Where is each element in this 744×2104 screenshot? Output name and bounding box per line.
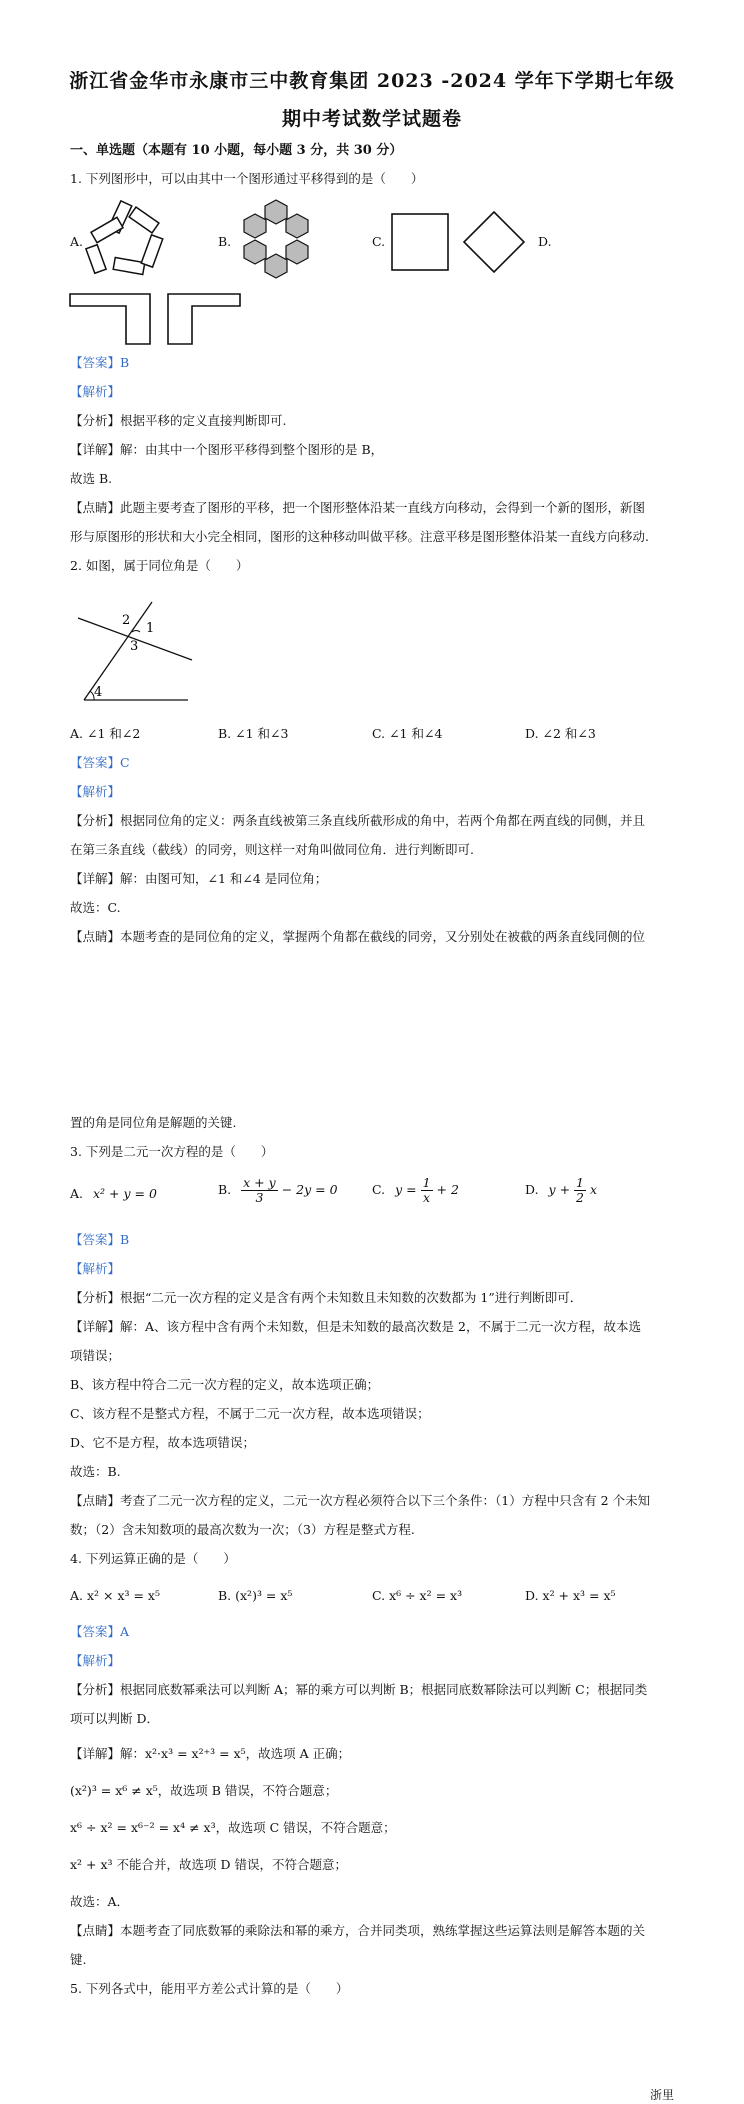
q3-fenxi: 【分析】根据“二元一次方程的定义是含有两个未知数且未知数的次数都为 1”进行判断即可． (70, 1290, 583, 1305)
q1-fenxi: 【分析】根据平移的定义直接判断即可. (70, 413, 287, 428)
q1-figure-a (86, 200, 166, 278)
q3-option-d-label: D. (525, 1182, 539, 1197)
q3-option-c (372, 1176, 459, 1205)
q4-detail-d: x² + x³ 不能合并，故选项 D 错误，不符合题意； (70, 1857, 347, 1872)
q4-xiangjie: 【详解】解：x²·x³ = x²⁺³ = x⁵，故选项 A 正确； (70, 1746, 351, 1761)
q3-guxuan: 故选：B. (70, 1464, 121, 1479)
q2-dianjing-1: 【点睛】本题考查的是同位角的定义，掌握两个角都在截线的同旁，又分别处在被截的两条直线同侧的位 (70, 929, 646, 944)
q2-angle-label-1: 1 (146, 621, 155, 636)
q4-guxuan: 故选：A． (70, 1894, 130, 1909)
q3-option-c-rest: + 2 (436, 1182, 459, 1197)
q3-stem: 3. 下列是二元一次方程的是（ ） (70, 1144, 274, 1159)
q1-a-bar (141, 235, 163, 267)
q3-xiangjie-1: 【详解】解：A、该方程中含有两个未知数，但是未知数的最高次数是 2，不属于二元一次方程，故本选 (70, 1319, 641, 1334)
q4-dianjing-2: 键. (70, 1952, 87, 1967)
q3-option-b-fraction (241, 1176, 278, 1205)
q3-detail-c: C、该方程不是整式方程，不属于二元一次方程，故本选项错误； (70, 1406, 430, 1421)
q4-answer: 【答案】A (70, 1624, 130, 1639)
q2-option-d: D. ∠2 和∠3 (525, 726, 596, 741)
q1-option-d-label: D. (538, 234, 552, 249)
q2-guxuan: 故选：C. (70, 900, 121, 915)
q3-option-c-label: C. (372, 1182, 386, 1197)
q2-option-c: C. ∠1 和∠4 (372, 726, 443, 741)
q1-d-shape-right (168, 294, 240, 344)
q3-detail-d: D、它不是方程，故本选项错误； (70, 1435, 256, 1450)
q3-answer: 【答案】B (70, 1232, 130, 1247)
q4-option-b: B. (x²)³ = x⁵ (218, 1588, 293, 1603)
q3-option-a-expr: x² + y = 0 (93, 1186, 157, 1201)
q1-stem: 1. 下列图形中，可以由其中一个图形通过平移得到的是（ ） (70, 171, 424, 186)
exam-title-line1: 浙江省金华市永康市三中教育集团 2023 -2024 学年下学期七年级 (69, 70, 675, 92)
q3-option-d-numerator: 1 (576, 1175, 584, 1190)
q1-figure-b (236, 198, 316, 282)
q3-dianjing-2: 数；（2）含未知数项的最高次数为一次；（3）方程是整式方程. (70, 1522, 415, 1537)
q1-b-hexagon (286, 214, 308, 238)
q1-a-bar (91, 217, 123, 242)
exam-title-line2: 期中考试数学试题卷 (281, 108, 462, 130)
q3-option-c-denominator: x (423, 1190, 431, 1205)
q1-b-hexagon (286, 240, 308, 264)
q1-figure-c (390, 210, 530, 274)
q3-option-b-label: B. (218, 1182, 232, 1197)
q4-analysis-tag: 【解析】 (70, 1653, 121, 1668)
q2-stem: 2. 如图，属于同位角是（ ） (70, 558, 249, 573)
q2-option-b: B. ∠1 和∠3 (218, 726, 289, 741)
q4-fenxi-1: 【分析】根据同底数幂乘法可以判断 A；幂的乘方可以判断 B；根据同底数幂除法可以判断 C；根据同类 (70, 1682, 648, 1697)
q1-b-hexagon (265, 200, 287, 224)
q4-dianjing-1: 【点睛】本题考查了同底数幂的乘除法和幂的乘方，合并同类项，熟练掌握这些运算法则是解答本题的关 (70, 1923, 646, 1938)
q1-b-hexagon (244, 240, 266, 264)
q3-option-d-rest: x (589, 1182, 598, 1197)
q2-figure (70, 596, 200, 704)
q1-c-diamond (464, 212, 524, 272)
q3-xiangjie-2: 项错误； (70, 1348, 121, 1363)
q2-fenxi-1: 【分析】根据同位角的定义：两条直线被第三条直线所截形成的角中，若两个角都在两直线的同侧，并且 (70, 813, 646, 828)
q1-analysis-tag: 【解析】 (70, 384, 121, 399)
q1-dianjing-2: 形与原图形的形状和大小完全相同，图形的这种移动叫做平移。注意平移是图形整体沿某一直线方向移动. (70, 529, 649, 544)
q1-d-shape-left (70, 294, 150, 344)
q1-xiangjie: 【详解】解：由其中一个图形平移得到整个图形的是 B， (70, 442, 384, 457)
q1-figure-d (68, 292, 258, 348)
q3-option-c-numerator: 1 (422, 1175, 431, 1190)
q2-analysis-tag: 【解析】 (70, 784, 121, 799)
q2-dianjing-2: 置的角是同位角是解题的关键. (70, 1115, 237, 1130)
q3-option-b (218, 1176, 338, 1205)
q3-dianjing-1: 【点睛】考查了二元一次方程的定义，二元一次方程必须符合以下三个条件：（1）方程中只含有 2 个未知 (70, 1493, 651, 1508)
q4-option-c: C. x⁶ ÷ x² = x³ (372, 1588, 463, 1603)
q3-option-b-rest: − 2y = 0 (281, 1182, 338, 1197)
q1-option-a-label: A. (70, 234, 84, 249)
q1-a-bar (113, 257, 145, 274)
q3-option-a-label: A. (70, 1186, 84, 1201)
q1-option-b-label: B. (218, 234, 232, 249)
q3-detail-b: B、该方程中符合二元一次方程的定义，故本选项正确； (70, 1377, 380, 1392)
q2-xiangjie: 【详解】解：由图可知，∠1 和∠4 是同位角； (70, 871, 328, 886)
q3-option-b-denominator: 3 (255, 1190, 264, 1205)
q3-option-b-numerator: x + y (243, 1175, 276, 1190)
q1-a-bar (129, 207, 159, 233)
q1-option-c-label: C. (372, 234, 386, 249)
q4-fenxi-2: 项可以判断 D． (70, 1711, 159, 1726)
q2-angle-label-4: 4 (94, 685, 103, 700)
q3-option-c-fraction (421, 1176, 433, 1205)
q2-fenxi-2: 在第三条直线（截线）的同旁，则这样一对角叫做同位角．进行判断即可. (70, 842, 474, 857)
q3-analysis-tag: 【解析】 (70, 1261, 121, 1276)
q1-guxuan: 故选 B. (70, 471, 113, 486)
q2-option-a: A. ∠1 和∠2 (70, 726, 141, 741)
q3-option-d-denominator: 2 (576, 1190, 584, 1205)
q4-detail-b: (x²)³ = x⁶ ≠ x⁵，故选项 B 错误，不符合题意； (70, 1783, 338, 1798)
q3-option-d-fraction (574, 1176, 586, 1205)
q2-answer: 【答案】C (70, 755, 130, 770)
q3-option-c-pre: y = (395, 1182, 417, 1197)
q1-b-hexagon (265, 254, 287, 278)
q3-option-a (70, 1186, 157, 1201)
q4-option-a: A. x² × x³ = x⁵ (70, 1588, 160, 1603)
q1-dianjing-1: 【点睛】此题主要考查了图形的平移，把一个图形整体沿某一直线方向移动，会得到一个新的图形，新图 (70, 500, 646, 515)
q2-angle-arc (132, 630, 140, 632)
q3-option-d-pre: y + (548, 1182, 571, 1197)
q1-answer: 【答案】B (70, 355, 130, 370)
q1-c-square (392, 214, 448, 270)
q1-b-hexagon (244, 214, 266, 238)
q5-stem: 5. 下列各式中，能用平方差公式计算的是（ ） (70, 1981, 349, 1996)
section-heading: 一、单选题（本题有 10 小题，每小题 3 分，共 30 分） (70, 143, 403, 158)
q2-angle-label-2: 2 (122, 613, 131, 628)
q4-detail-c: x⁶ ÷ x² = x⁶⁻² = x⁴ ≠ x³，故选项 C 错误，不符合题意； (70, 1820, 396, 1835)
q4-option-d: D. x² + x³ = x⁵ (525, 1588, 616, 1603)
q3-option-d (525, 1176, 597, 1205)
q4-stem: 4. 下列运算正确的是（ ） (70, 1551, 236, 1566)
page-footer: 浙里 (649, 2088, 674, 2102)
q1-a-bar (86, 245, 106, 274)
q2-angle-label-3: 3 (130, 639, 139, 654)
